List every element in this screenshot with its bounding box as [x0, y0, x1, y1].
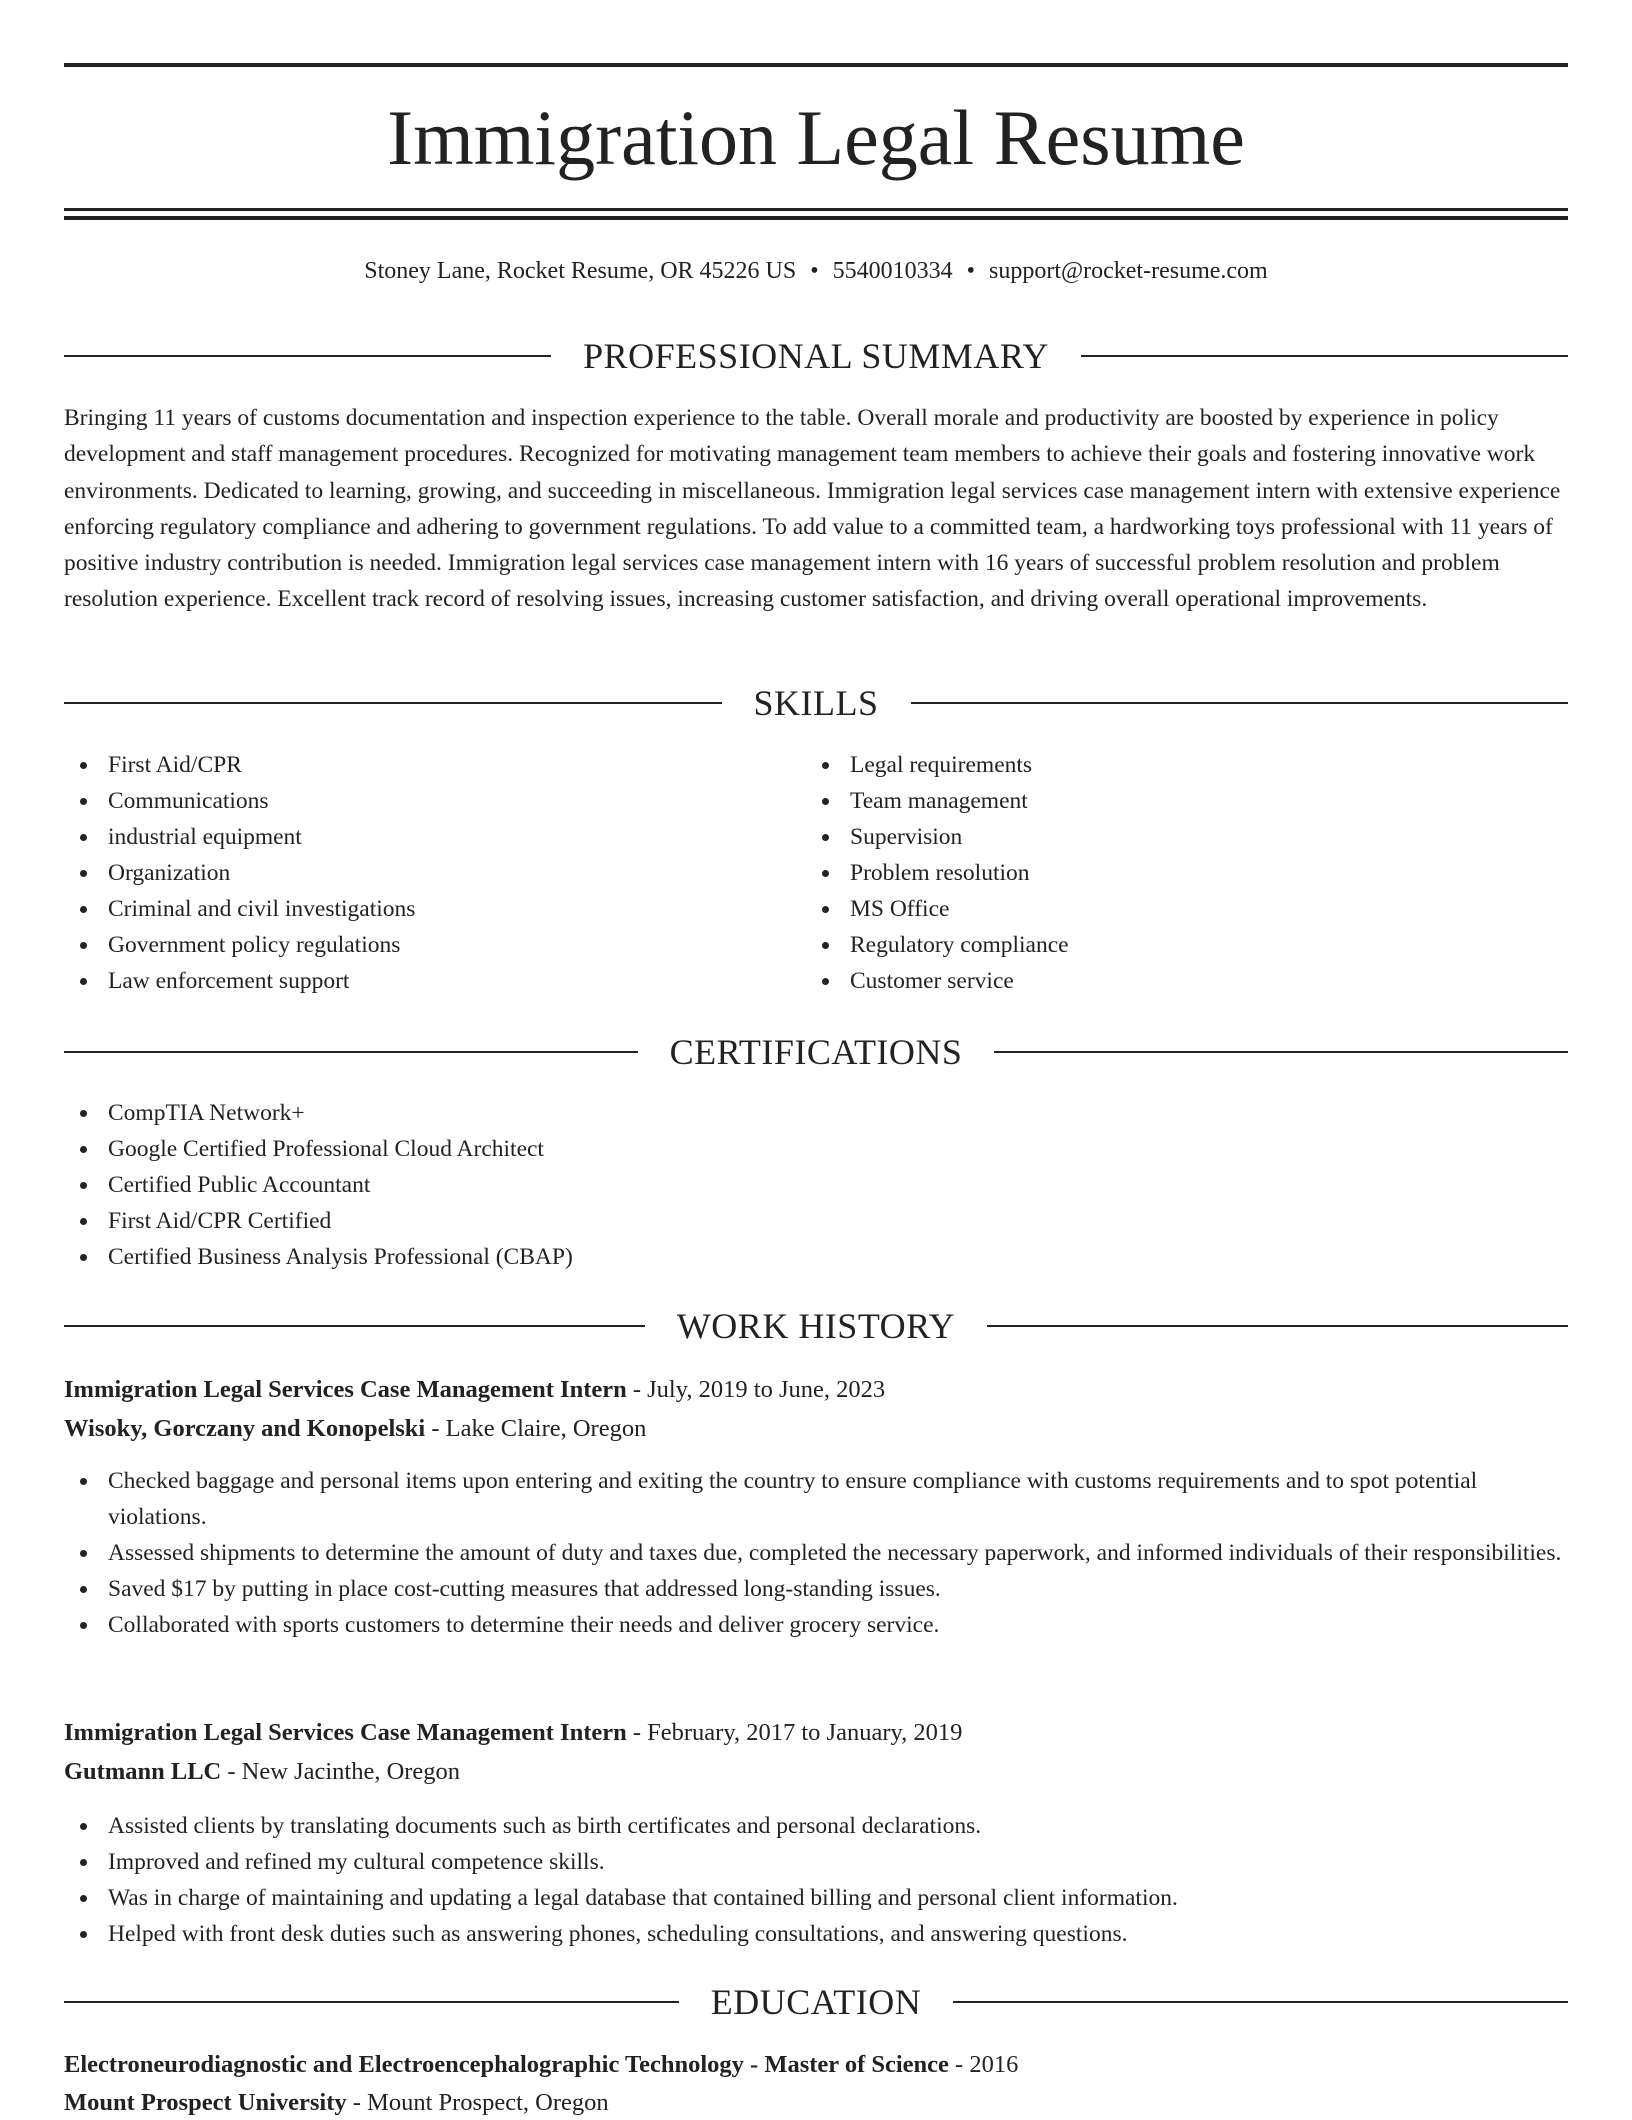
heading-rule	[64, 702, 722, 704]
heading-rule	[1081, 355, 1568, 357]
heading-rule	[994, 1051, 1568, 1053]
job-duty: Was in charge of maintaining and updating a legal database that contained billing and personal client information.	[64, 1880, 1568, 1916]
heading-rule	[64, 2001, 679, 2003]
section-heading-summary	[64, 334, 1568, 378]
section-title: SKILLS	[753, 683, 879, 723]
skill-item: First Aid/CPR	[64, 747, 804, 783]
certification-item: Certified Public Accountant	[64, 1167, 1568, 1203]
education-degree: Electroneurodiagnostic and Electroencephalographic Technology - Master of Science	[64, 2051, 949, 2078]
education-degree-line	[64, 2048, 1568, 2082]
skill-item: Legal requirements	[806, 747, 1546, 783]
job-dates: - February, 2017 to January, 2019	[626, 1719, 963, 1746]
skills-list-left	[64, 747, 804, 999]
section-title: PROFESSIONAL SUMMARY	[583, 336, 1049, 376]
contact-phone: 5540010334	[832, 258, 953, 284]
job-duty: Collaborated with sports customers to determine their needs and deliver grocery service.	[64, 1607, 1568, 1643]
contact-address: Stoney Lane, Rocket Resume, OR 45226 US	[364, 258, 797, 284]
summary-text: Bringing 11 years of customs documentation and inspection experience to the table. Overall morale and productivity are boosted by experience in policy development and staff management procedures. Recognized for motivating management team members to achieve their goals and fostering innovative work environments. Dedicated to learning, growing, and succeeding in miscellaneous. Immigration legal services case management intern with extensive experience enforcing regulatory compliance and adhering to government regulations. To add value to a committed team, a hardworking toys professional with 11 years of positive industry contribution is needed. Immigration legal services case management intern with 16 years of successful problem resolution and problem resolution experience. Excellent track record of resolving issues, increasing customer satisfaction, and driving overall operational improvements.	[64, 405, 1561, 613]
skill-item: Regulatory compliance	[806, 927, 1546, 963]
contact-separator: •	[966, 258, 976, 284]
certification-item: First Aid/CPR Certified	[64, 1203, 1568, 1239]
section-title: WORK HISTORY	[676, 1306, 956, 1346]
certifications-list	[64, 1095, 1568, 1275]
job-title-line	[64, 1373, 1568, 1407]
certification-item: CompTIA Network+	[64, 1095, 1568, 1131]
skill-item: Law enforcement support	[64, 963, 804, 999]
section-heading-certifications	[64, 1030, 1568, 1074]
heading-rule	[987, 1325, 1568, 1327]
heading-rule	[64, 355, 551, 357]
job-company-line	[64, 1412, 1568, 1446]
contact-line	[64, 254, 1568, 288]
skills-list-right	[806, 747, 1546, 999]
resume-title: Immigration Legal Resume	[387, 94, 1245, 181]
skill-item: Team management	[806, 783, 1546, 819]
job-title: Immigration Legal Services Case Management Intern	[64, 1719, 627, 1746]
job-duty: Saved $17 by putting in place cost-cutting measures that addressed long-standing issues.	[64, 1571, 1568, 1607]
job-location: - New Jacinthe, Oregon	[221, 1758, 461, 1785]
heading-rule	[911, 702, 1569, 704]
heading-rule	[953, 2001, 1568, 2003]
job-location: - Lake Claire, Oregon	[425, 1415, 647, 1442]
job-company: Gutmann LLC	[64, 1758, 222, 1785]
certification-item: Certified Business Analysis Professional (CBAP)	[64, 1239, 1568, 1275]
header-top-rule	[64, 63, 1568, 67]
job-duties-list	[64, 1463, 1568, 1643]
contact-email: support@rocket-resume.com	[989, 258, 1268, 284]
header-bottom-rule-2	[64, 216, 1568, 220]
job-title: Immigration Legal Services Case Management Intern	[64, 1376, 627, 1403]
education-year: - 2016	[948, 2051, 1019, 2078]
certification-item: Google Certified Professional Cloud Architect	[64, 1131, 1568, 1167]
section-heading-skills	[64, 681, 1568, 725]
section-heading-work-history	[64, 1304, 1568, 1348]
skill-item: Government policy regulations	[64, 927, 804, 963]
skill-item: Criminal and civil investigations	[64, 891, 804, 927]
heading-rule	[64, 1325, 645, 1327]
section-title: EDUCATION	[710, 1982, 922, 2022]
job-duty: Assessed shipments to determine the amount of duty and taxes due, completed the necessary paperwork, and informed individuals of their responsibilities.	[64, 1535, 1568, 1571]
contact-separator: •	[810, 258, 819, 284]
job-title-line	[64, 1716, 1568, 1750]
section-heading-education	[64, 1980, 1568, 2024]
job-duties-list	[64, 1808, 1568, 1952]
job-duty: Checked baggage and personal items upon entering and exiting the country to ensure compliance with customs requirements and to spot potential violations.	[64, 1463, 1568, 1535]
section-title: CERTIFICATIONS	[669, 1032, 963, 1072]
heading-rule	[64, 1051, 638, 1053]
education-school-line	[64, 2086, 1568, 2120]
job-duty: Assisted clients by translating documents such as birth certificates and personal declarations.	[64, 1808, 1568, 1844]
skill-item: Customer service	[806, 963, 1546, 999]
education-school: Mount Prospect University	[64, 2089, 347, 2116]
skill-item: industrial equipment	[64, 819, 804, 855]
skill-item: MS Office	[806, 891, 1546, 927]
job-duty: Improved and refined my cultural competence skills.	[64, 1844, 1568, 1880]
job-duty: Helped with front desk duties such as answering phones, scheduling consultations, and answering questions.	[64, 1916, 1568, 1952]
job-company-line	[64, 1755, 1568, 1789]
education-location: - Mount Prospect, Oregon	[346, 2089, 609, 2116]
job-dates: - July, 2019 to June, 2023	[626, 1376, 886, 1403]
skill-item: Problem resolution	[806, 855, 1546, 891]
job-company: Wisoky, Gorczany and Konopelski	[64, 1415, 426, 1442]
skill-item: Supervision	[806, 819, 1546, 855]
header-bottom-rule	[64, 208, 1568, 211]
skill-item: Organization	[64, 855, 804, 891]
skill-item: Communications	[64, 783, 804, 819]
